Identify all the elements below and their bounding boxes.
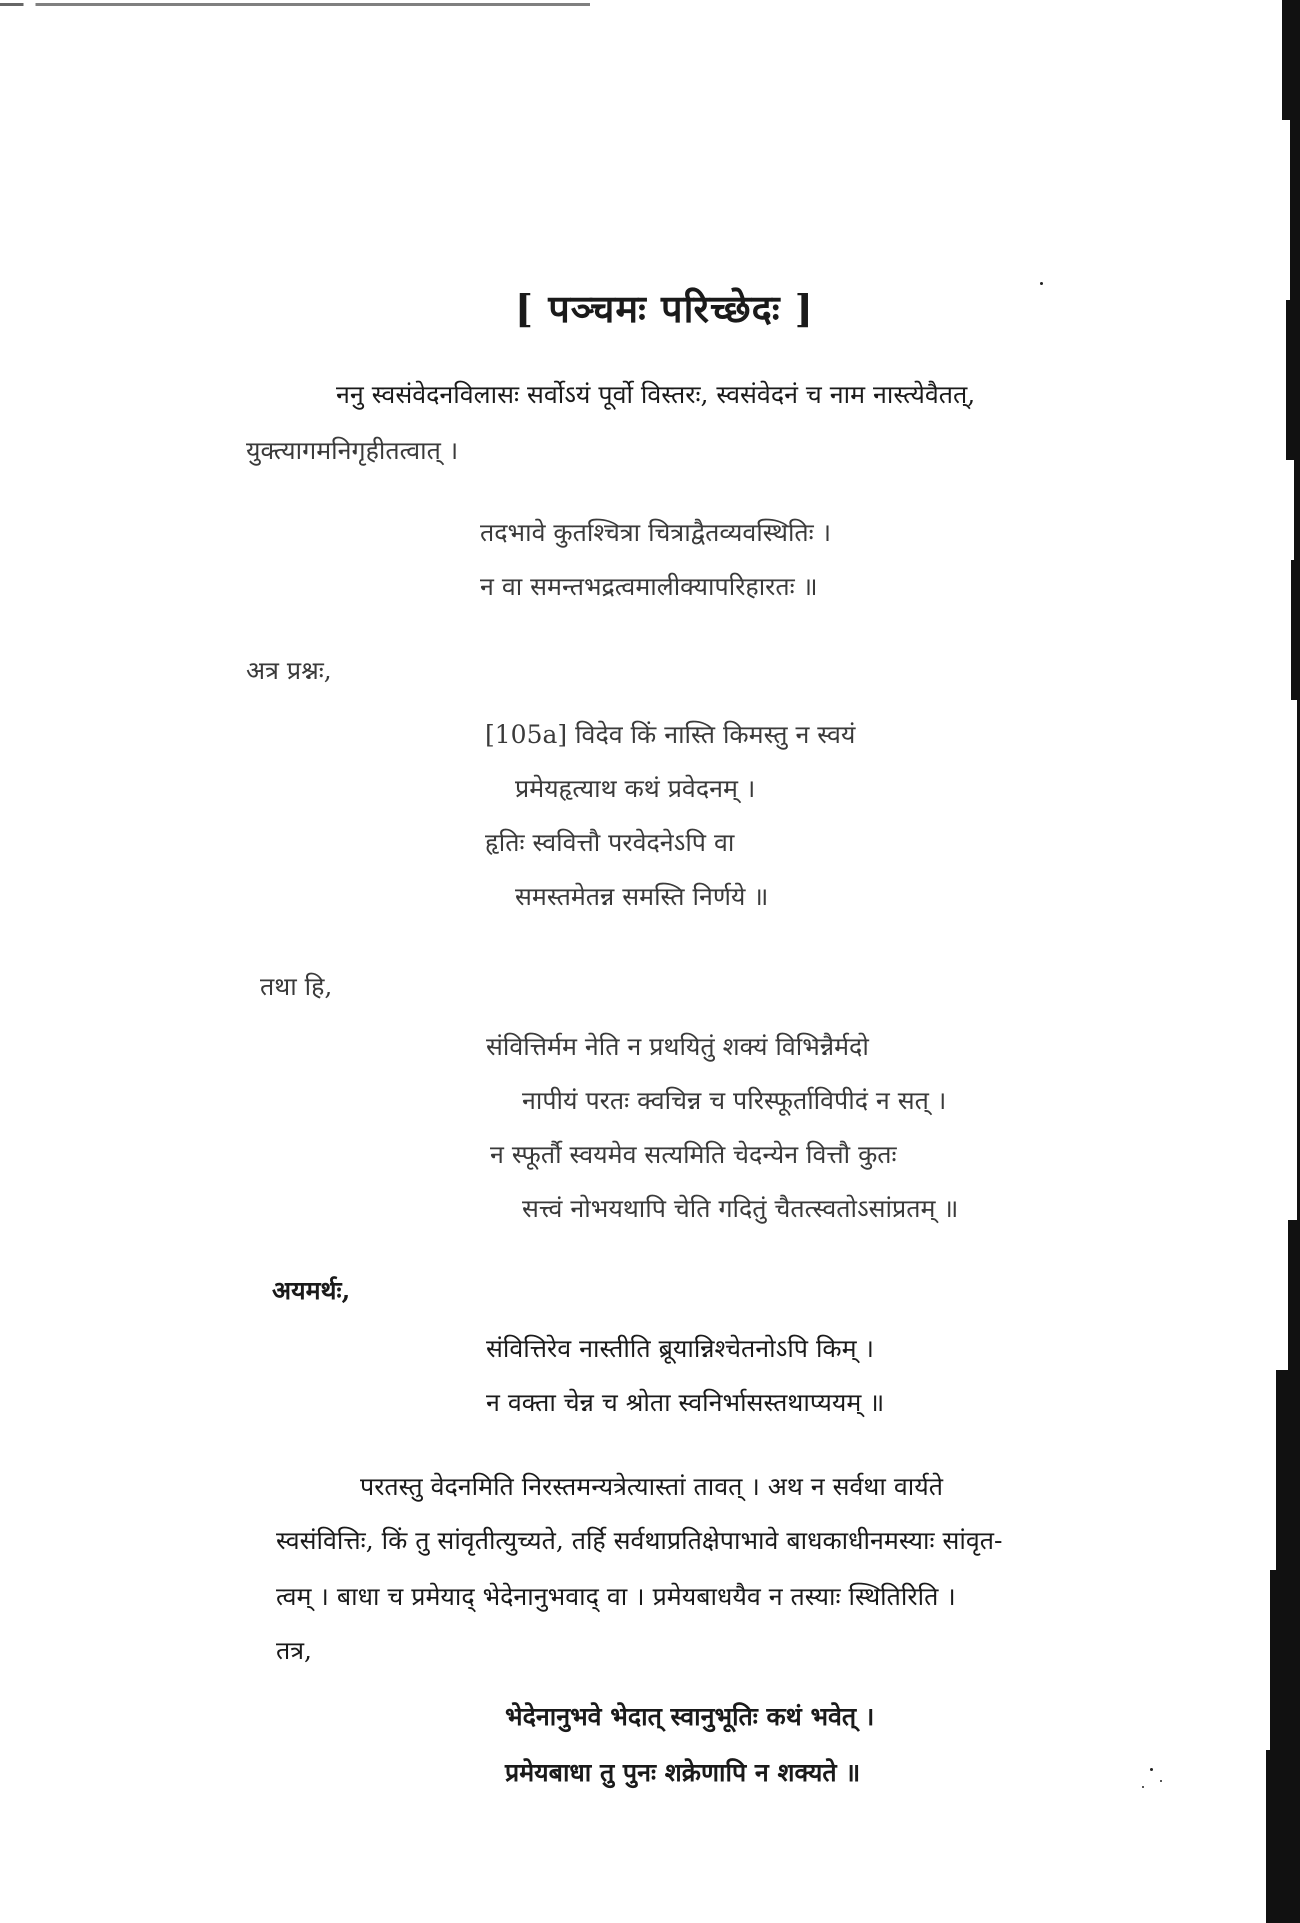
verse-3-line-3: न स्फूर्तौ स्वयमेव सत्यमिति चेदन्येन वित्तौ कुतः: [490, 1140, 897, 1169]
paragraph-2-line-2: स्वसंवित्तिः, किं तु सांवृतीत्युच्यते, तर्हि सर्वथाप्रतिक्षेपाभावे बाधकाधीनमस्याः सांवृत-: [276, 1526, 1003, 1555]
verse-3-line-1: संवित्तिर्मम नेति न प्रथयितुं शक्यं विभिन्नैर्मदो: [486, 1032, 869, 1061]
verse-1-line-1: तदभावे कुतश्चित्रा चित्राद्वैतव्यवस्थितिः ।: [480, 518, 832, 547]
paragraph-2-line-4: तत्र,: [276, 1636, 312, 1665]
paragraph-2-line-3: त्वम् । बाधा च प्रमेयाद् भेदेनानुभवाद् वा । प्रमेयबाधयैव न तस्याः स्थितिरिति ।: [276, 1582, 956, 1611]
scan-speck: [1150, 1768, 1153, 1771]
scan-speck: [1040, 282, 1043, 285]
verse-2-line-1: [105a] विदेव किं नास्ति किमस्तु न स्वयं: [485, 720, 856, 749]
intro-line-3: तथा हि,: [260, 972, 333, 1001]
chapter-heading: [ पञ्चमः परिच्छेदः ]: [515, 286, 814, 331]
verse-1-line-2: न वा समन्तभद्रत्वमालीक्यापरिहारतः ॥: [480, 572, 818, 601]
verse-3-line-2: नापीयं परतः क्वचिन्न च परिस्फूर्ताविपीदं न सत् ।: [522, 1086, 947, 1115]
verse-3-line-4: सत्त्वं नोभयथापि चेति गदितुं चैतत्स्वतोऽसांप्रतम् ॥: [522, 1194, 959, 1223]
verse-2-line-2: प्रमेयहृत्याथ कथं प्रवेदनम् ।: [515, 774, 756, 803]
verse-4-line-1: संवित्तिरेव नास्तीति ब्रूयान्निश्चेतनोऽपि किम् ।: [486, 1334, 874, 1363]
verse-5-line-1: भेदेनानुभवे भेदात् स्वानुभूतिः कथं भवेत् ।: [505, 1702, 875, 1731]
intro-line-2: अत्र प्रश्नः,: [246, 656, 332, 685]
verse-5-line-2: प्रमेयबाधा तु पुनः शक्रेणापि न शक्यते ॥: [505, 1758, 861, 1787]
verse-2-line-4: समस्तमेतन्न समस्ति निर्णये ॥: [515, 882, 769, 911]
intro-line-4: अयमर्थः,: [272, 1276, 351, 1305]
verse-2-line-3: हृतिः स्ववित्तौ परवेदनेऽपि वा: [485, 828, 735, 857]
scan-top-rule: [0, 3, 590, 6]
verse-4-line-2: न वक्ता चेन्न च श्रोता स्वनिर्भासस्तथाप्ययम् ॥: [486, 1388, 885, 1417]
paragraph-1-line-1: ननु स्वसंवेदनविलासः सर्वोऽयं पूर्वो विस्तरः, स्वसंवेदनं च नाम नास्त्येवैतत्,: [336, 380, 976, 409]
paragraph-2-line-1: परतस्तु वेदनमिति निरस्तमन्यत्रेत्यास्तां तावत् । अथ न सर्वथा वार्यते: [360, 1472, 943, 1501]
scan-speck: [1142, 1786, 1144, 1788]
scan-edge-shadow: [1264, 0, 1300, 1923]
paragraph-1-line-2: युक्त्यागमनिगृहीतत्वात् ।: [246, 436, 459, 465]
scan-speck: [1160, 1780, 1162, 1782]
